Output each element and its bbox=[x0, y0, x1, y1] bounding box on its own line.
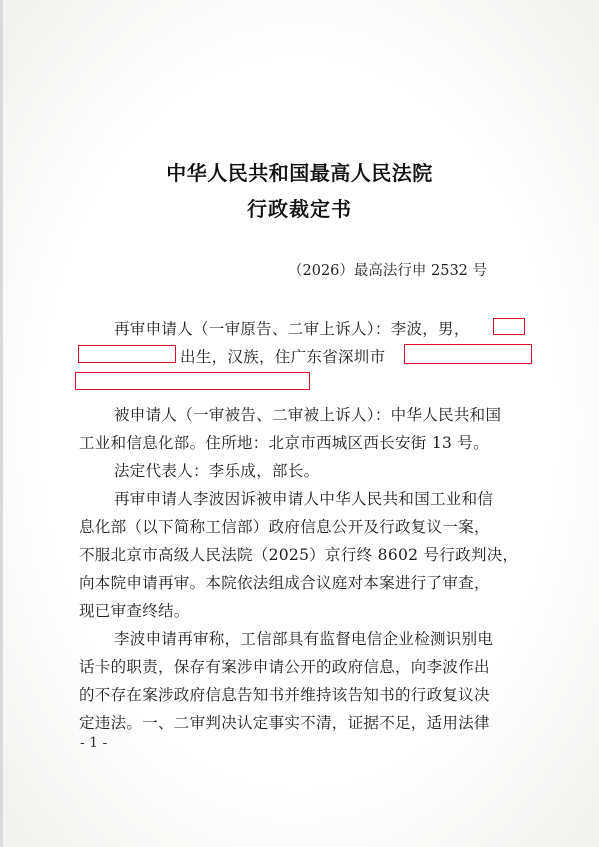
body-line: 法定代表人：李乐成，部长。 bbox=[114, 462, 320, 480]
body-line: 工业和信息化部。住所地：北京市西城区西长安街 13 号。 bbox=[79, 434, 489, 452]
redaction-box bbox=[404, 344, 532, 364]
body-line: 现已审查终结。 bbox=[79, 602, 190, 620]
court-name-title: 中华人民共和国最高人民法院 bbox=[166, 161, 433, 185]
page-number: - 1 - bbox=[80, 735, 108, 751]
body-line: 定违法。一、二审判决认定事实不清，证据不足，适用法律 bbox=[79, 714, 490, 732]
document-type-title: 行政裁定书 bbox=[247, 197, 352, 221]
body-line: 不服北京市高级人民法院（2025）京行终 8602 号行政判决， bbox=[79, 546, 519, 564]
body-line: 的不存在案涉政府信息告知书并维持该告知书的行政复议决 bbox=[79, 686, 490, 704]
body-line: 被申请人（一审被告、二审被上诉人）：中华人民共和国 bbox=[114, 406, 502, 424]
body-line: 话卡的职责，保存有案涉申请公开的政府信息，向李波作出 bbox=[79, 658, 490, 676]
redaction-box bbox=[493, 318, 525, 335]
body-line: 再审申请人（一审原告、二审上诉人）：李波，男， bbox=[114, 320, 470, 338]
body-line: 向本院申请再审。本院依法组成合议庭对本案进行了审查， bbox=[79, 574, 490, 592]
body-line: 出生，汉族，住广东省深圳市 bbox=[180, 348, 386, 366]
body-line: 李波申请再审称，工信部具有监督电信企业检测识别电 bbox=[114, 630, 494, 648]
redaction-box bbox=[78, 345, 176, 363]
scan-edge bbox=[0, 0, 3, 847]
redaction-box bbox=[75, 372, 310, 390]
body-line: 息化部（以下简称工信部）政府信息公开及行政复议一案， bbox=[79, 518, 490, 536]
case-number: （2026）最高法行申 2532 号 bbox=[288, 263, 488, 279]
body-line: 再审申请人李波因诉被申请人中华人民共和国工业和信 bbox=[114, 490, 494, 508]
